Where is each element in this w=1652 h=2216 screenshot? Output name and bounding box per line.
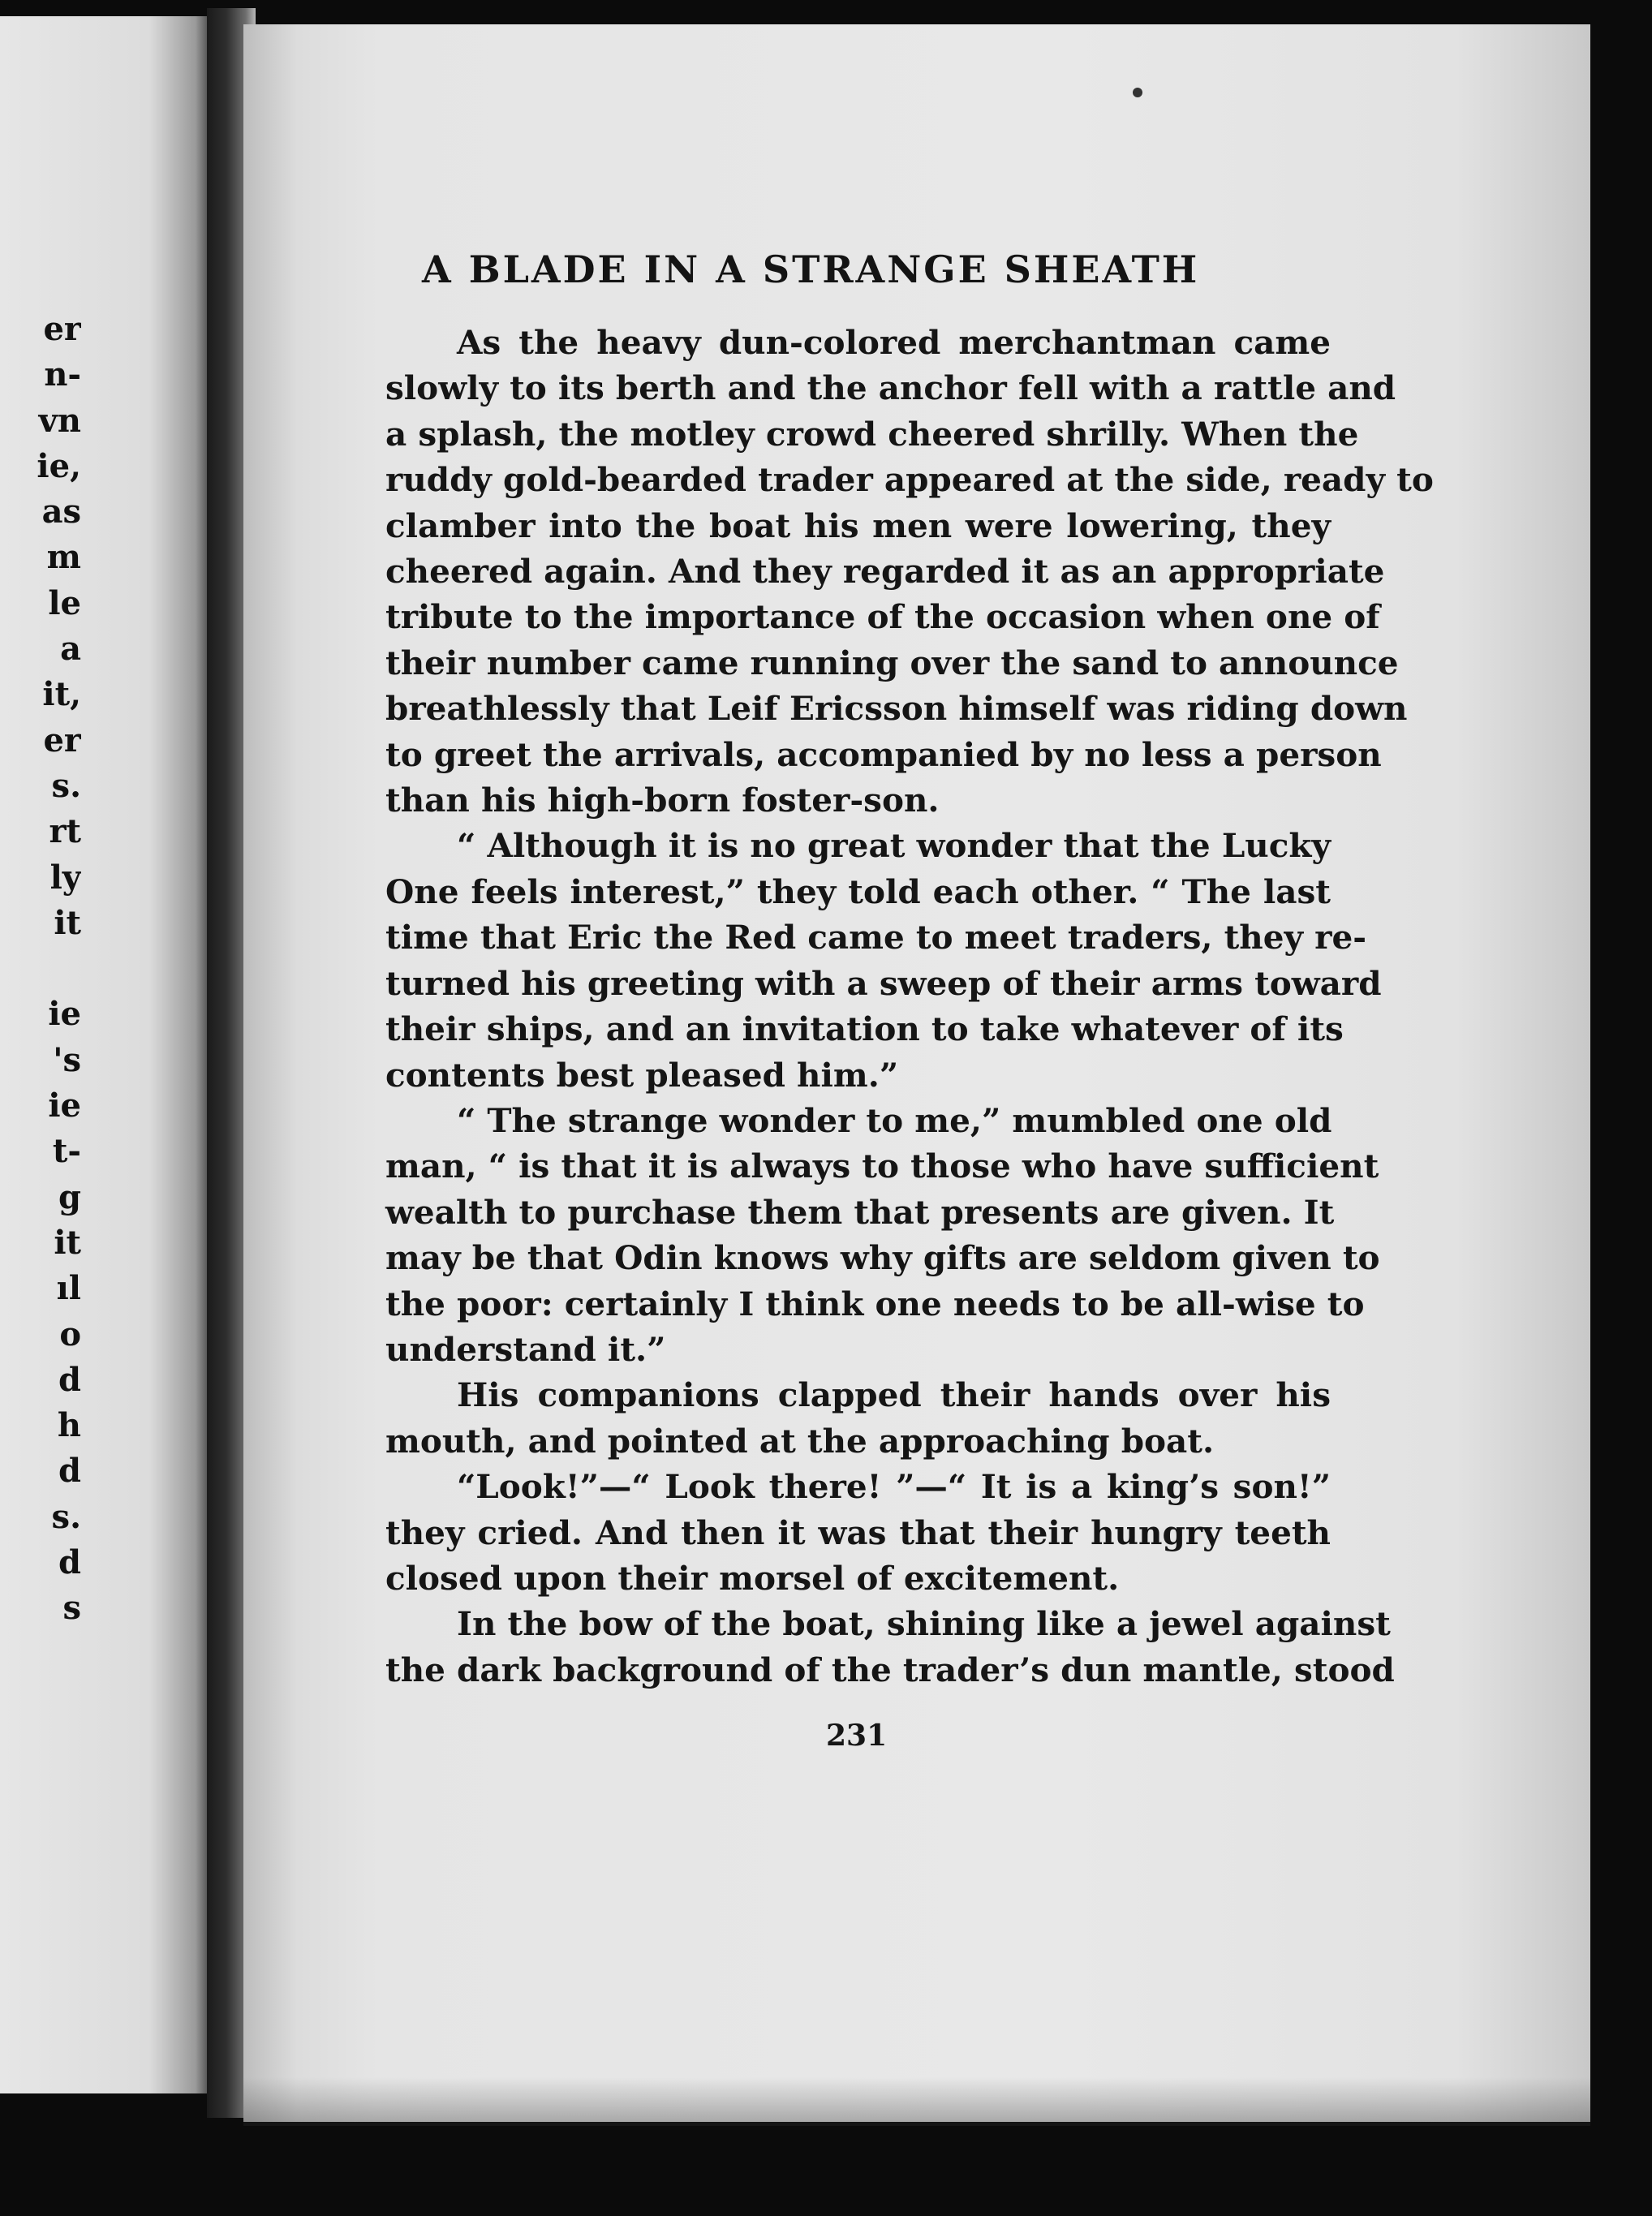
left-page-fragment: o (59, 1315, 81, 1353)
text-line: may be that Odin knows why gifts are seldom given to (385, 1238, 1380, 1278)
text-line: tribute to the importance of the occasion when one of (385, 597, 1380, 637)
text-line: the dark background of the trader’s dun mantle, stood (385, 1650, 1395, 1689)
left-page-fragment: it (54, 1223, 81, 1262)
text-line: their ships, and an invitation to take whatever of its (385, 1009, 1344, 1049)
text-line: “ Although it is no great wonder that the Lucky (457, 826, 1331, 866)
text-line: time that Eric the Red came to meet traders, they re- (385, 918, 1367, 957)
left-page-fragment: ıl (56, 1269, 81, 1308)
text-line: “Look!”—“ Look there! ”—“ It is a king’s son!” (457, 1467, 1331, 1507)
left-page-fragment: d (58, 1452, 81, 1491)
paper-speck (1133, 88, 1142, 97)
left-page-fragment: ie (48, 1086, 81, 1125)
left-page-fragment: as (41, 493, 81, 531)
text-line: their number came running over the sand to announce (385, 643, 1399, 682)
left-page-fragment: rt (49, 812, 81, 851)
text-line: As the heavy dun-colored merchantman came (457, 323, 1331, 362)
left-page-fragment: s. (51, 1497, 81, 1536)
text-line: to greet the arrivals, accompanied by no less a person (385, 734, 1382, 774)
text-line: a splash, the motley crowd cheered shrilly. When the (385, 414, 1359, 454)
left-page-fragment: g (58, 1177, 81, 1216)
body-text (385, 320, 1434, 1693)
left-page-fragment: m (46, 538, 81, 577)
left-page-fragment: d (58, 1360, 81, 1399)
left-page-fragment: ly (49, 858, 81, 897)
text-line: breathlessly that Leif Ericsson himself was riding down (385, 689, 1408, 729)
left-page-fragment: s (62, 1589, 81, 1628)
text-line: mouth, and pointed at the approaching boat. (385, 1421, 1215, 1461)
left-page-text-fragments (0, 307, 81, 1632)
left-page-fragment: vn (38, 401, 81, 440)
text-line: turned his greeting with a sweep of their arms toward (385, 963, 1382, 1003)
text-line: than his high-born foster-son. (385, 781, 940, 820)
text-line: wealth to purchase them that presents are given. It (385, 1192, 1335, 1232)
text-line: slowly to its berth and the anchor fell with a rattle and (385, 368, 1396, 408)
text-line: clamber into the boat his men were lowering, they (385, 506, 1331, 545)
text-line: In the bow of the boat, shining like a jewel against (457, 1604, 1391, 1644)
left-page-fragment: t- (52, 1132, 81, 1171)
left-page-fragment: s. (51, 766, 81, 805)
left-page-fragment: n- (44, 355, 81, 394)
left-page-fragment: it, (42, 675, 81, 714)
text-line: the poor: certainly I think one needs to be all-wise to (385, 1284, 1365, 1323)
running-heading: A BLADE IN A STRANGE SHEATH (422, 247, 1200, 291)
text-line: cheered again. And they regarded it as an appropriate (385, 552, 1385, 592)
left-page-fragment: h (57, 1406, 81, 1445)
left-page-fragment: a (60, 630, 81, 669)
text-line: “ The strange wonder to me,” mumbled one old (457, 1100, 1332, 1140)
left-page-fragment: d (58, 1543, 81, 1582)
text-line: they cried. And then it was that their hungry teeth (385, 1512, 1331, 1552)
left-page-fragment: le (48, 583, 81, 622)
left-page-fragment: er (43, 310, 81, 348)
text-line: understand it.” (385, 1329, 666, 1369)
left-page-fragment: 's (53, 1040, 81, 1079)
page-number: 231 (826, 1719, 888, 1753)
left-page-fragment: ie, (37, 446, 81, 485)
text-line: One feels interest,” they told each other. “ The last (385, 871, 1331, 911)
text-line: man, “ is that it is always to those who have sufficient (385, 1147, 1379, 1186)
text-line: closed upon their morsel of excitement. (385, 1558, 1120, 1598)
left-page-fragment: ie (48, 995, 81, 1034)
left-page-fragment: it (54, 903, 81, 942)
page-bottom-shadow (243, 2077, 1590, 2126)
text-line: ruddy gold-bearded trader appeared at the side, ready to (385, 460, 1434, 500)
left-page-fragment (0, 946, 81, 992)
left-page-fragment: er (43, 721, 81, 759)
text-line: contents best pleased him.” (385, 1055, 899, 1095)
scan-border (1590, 0, 1652, 2216)
text-line: His companions clapped their hands over his (457, 1375, 1331, 1415)
